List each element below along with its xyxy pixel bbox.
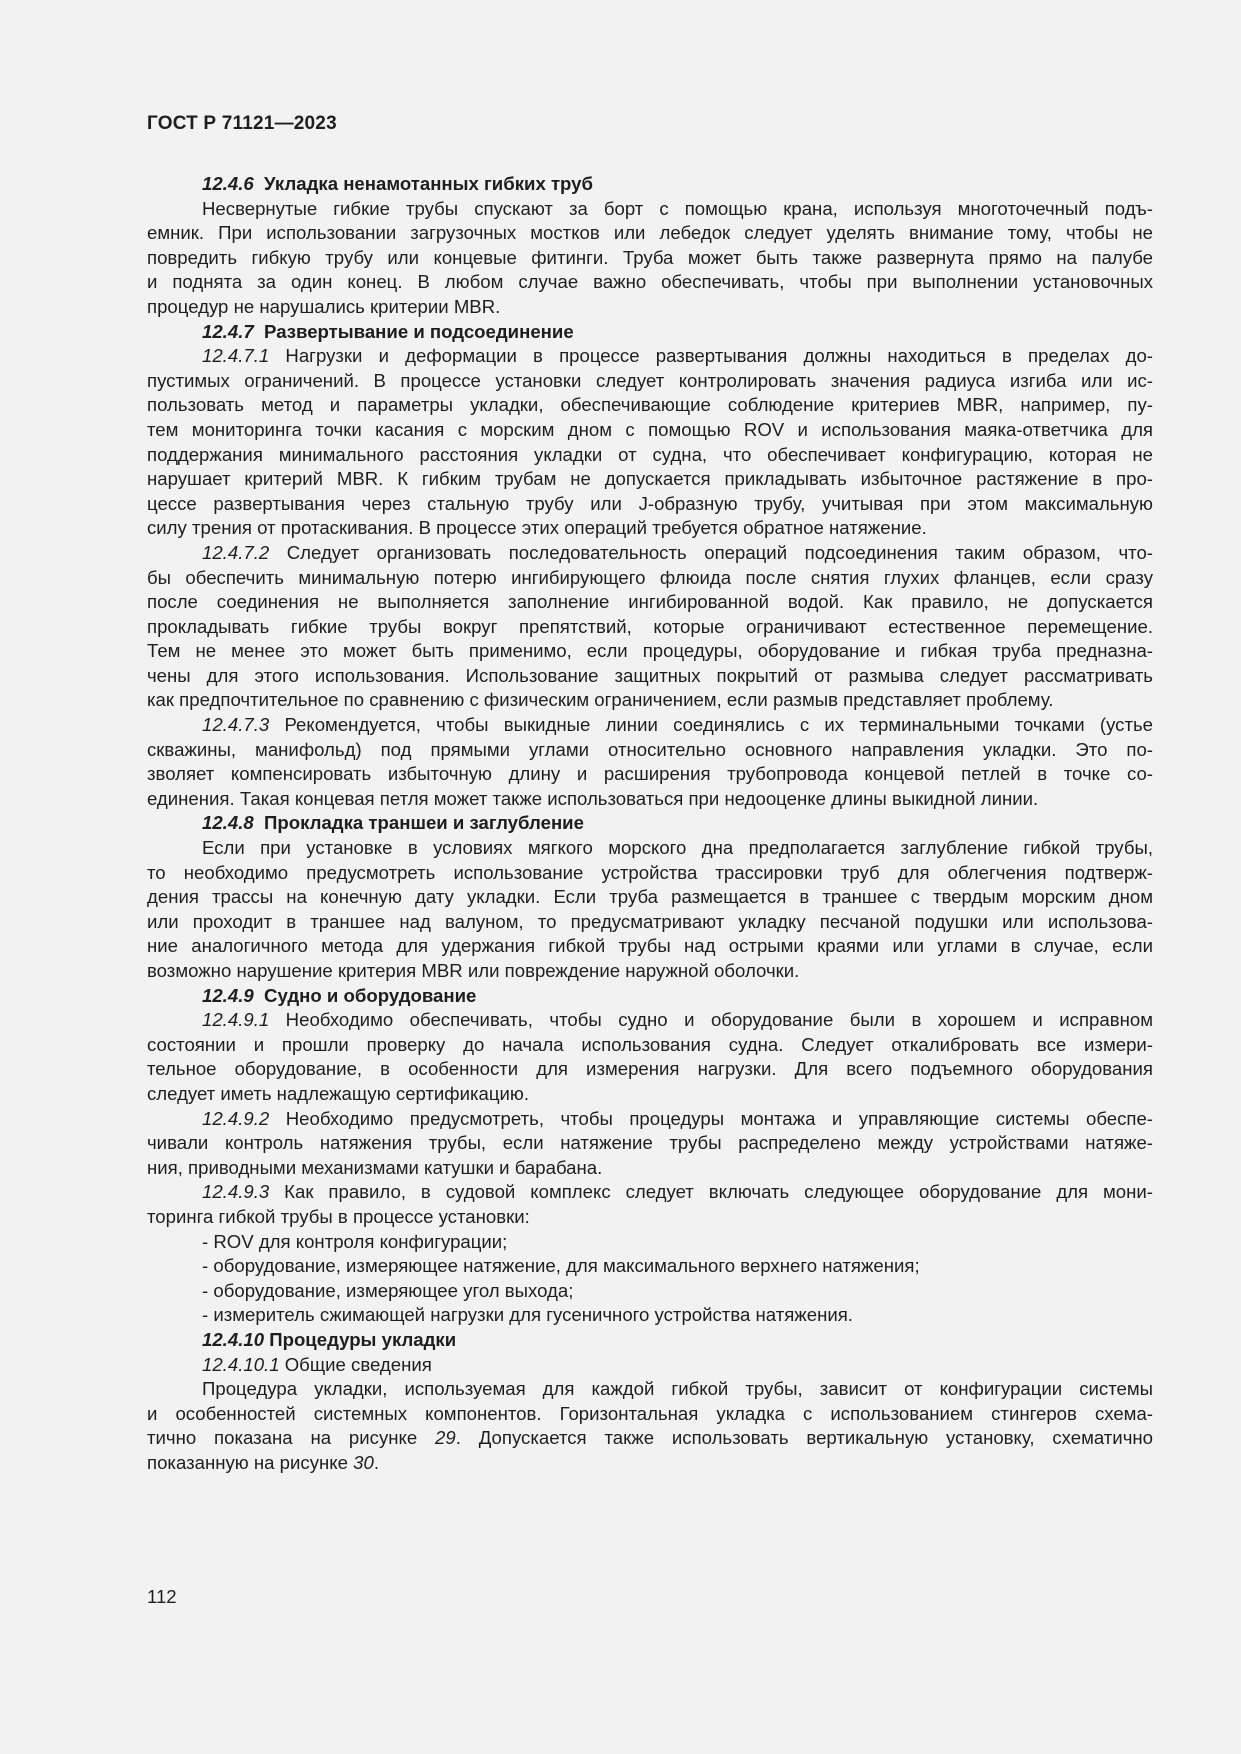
section-title: Судно и оборудование <box>264 984 477 1006</box>
page-number: 112 <box>147 1586 177 1607</box>
clause-number: 12.4.9.2 <box>202 1107 270 1129</box>
paragraph-line <box>147 1180 1153 1205</box>
paragraph-line: скважины, манифольд) под прямыми углами относительно основного направления укладки. Это по- <box>147 738 1153 760</box>
clause-number: 12.4.7.3 <box>202 714 270 736</box>
document-body <box>147 172 1153 1475</box>
clause-number: 12.4.9.3 <box>202 1181 270 1203</box>
paragraph-line <box>147 713 1153 738</box>
list-item: - оборудование, измеряющее натяжение, для максимального верхнего натяжения; <box>202 1255 920 1277</box>
clause-number: 12.4.7.1 <box>202 345 270 367</box>
section-heading-12-4-10 <box>147 1328 1153 1353</box>
paragraph-line: ние аналогичного метода для удержания гибкой трубы над острыми краями или углами в случае, если <box>147 935 1153 957</box>
paragraph-line: Если при установке в условиях мягкого морского дна предполагается заглубление гибкой трубы, <box>202 837 1153 859</box>
paragraph-line <box>147 541 1153 566</box>
paragraph-line: Процедура укладки, используемая для каждой гибкой трубы, зависит от конфигурации системы <box>202 1378 1153 1400</box>
paragraph-line: пользовать метод и параметры укладки, обеспечивающие соблюдение критериев MBR, например, пу- <box>147 394 1153 416</box>
paragraph-line: то необходимо предусмотреть использование устройства трассировки труб для облегчения подтверж- <box>147 861 1153 883</box>
section-number: 12.4.7 <box>202 320 254 342</box>
paragraph-line: после соединения не выполняется заполнение ингибированной водой. Как правило, не допускается <box>147 591 1153 613</box>
section-heading-12-4-8 <box>147 811 1153 836</box>
paragraph-line: торинга гибкой трубы в процессе установки: <box>147 1205 530 1227</box>
paragraph-line: бы обеспечить минимальную потерю ингибирующего флюида после снятия глухих фланцев, если сразу <box>147 566 1153 588</box>
paragraph-line: следует иметь надлежащую сертификацию. <box>147 1082 530 1104</box>
text-fragment: показанную на рисунке <box>147 1451 354 1473</box>
text-fragment: . Допускается также использовать вертикальную установку, схематично <box>455 1427 1153 1449</box>
paragraph-line: единения. Такая концевая петля может также использоваться при недооценке длины выкидной линии. <box>147 787 1039 809</box>
clause-text: Следует организовать последовательность операций подсоединения таким образом, что- <box>286 541 1153 563</box>
clause-number: 12.4.9.1 <box>202 1009 270 1031</box>
paragraph-line: дения трассы на конечную дату укладки. Если труба размещается в траншее с твердым морским дном <box>147 886 1153 908</box>
list-item: - ROV для контроля конфигурации; <box>202 1230 508 1252</box>
paragraph-line: возможно нарушение критерия MBR или повреждение наружной оболочки. <box>147 960 800 981</box>
paragraph-line: зволяет компенсировать избыточную длину и расширения трубопровода концевой петлей в точке со- <box>147 763 1153 785</box>
paragraph-line: ния, приводными механизмами катушки и барабана. <box>147 1156 603 1178</box>
figure-reference: 30 <box>353 1451 374 1473</box>
clause-text: Как правило, в судовой комплекс следует включать следующее оборудование для мони- <box>284 1181 1153 1203</box>
paragraph-line: поддержания минимального расстояния укладки от судна, что обеспечивает конфигурацию, которая не <box>147 443 1153 465</box>
text-fragment: тично показана на рисунке <box>147 1427 436 1449</box>
paragraph-line: состоянии и прошли проверку до начала использования судна. Следует откалибровать все измери- <box>147 1033 1153 1055</box>
list-item: - измеритель сжимающей нагрузки для гусеничного устройства натяжения. <box>202 1304 853 1326</box>
paragraph-line: процедур не нарушались критерии MBR. <box>147 295 501 317</box>
paragraph-line: повредить гибкую трубу или концевые фитинги. Труба может быть также развернута прямо на палубе <box>147 246 1153 268</box>
paragraph-line: прокладывать гибкие трубы вокруг препятствий, которые ограничивают естественное перемещение. <box>147 615 1153 637</box>
paragraph-line: силу трения от протаскивания. В процессе этих операций требуется обратное натяжение. <box>147 517 927 539</box>
paragraph-line <box>147 344 1153 369</box>
paragraph-line: тельное оборудование, в особенности для измерения нагрузки. Для всего подъемного оборудования <box>147 1058 1153 1080</box>
figure-reference: 29 <box>435 1427 456 1449</box>
paragraph-line: емник. При использовании загрузочных мостков или лебедок следует уделять внимание тому, чтобы не <box>147 222 1153 244</box>
section-title: Укладка ненамотанных гибких труб <box>264 173 593 194</box>
section-title: Прокладка траншеи и заглубление <box>264 812 584 834</box>
clause-title: Общие сведения <box>284 1353 432 1375</box>
clause-text: Необходимо обеспечивать, чтобы судно и оборудование были в хорошем и исправном <box>285 1009 1153 1031</box>
clause-text: Необходимо предусмотреть, чтобы процедуры монтажа и управляющие системы обеспе- <box>285 1107 1153 1129</box>
document-header: ГОСТ Р 71121—2023 <box>147 113 337 134</box>
paragraph-line: Несвернутые гибкие трубы спускают за борт с помощью крана, используя многоточечный подъ- <box>202 197 1153 219</box>
section-number: 12.4.10 <box>202 1328 265 1350</box>
clause-number: 12.4.7.2 <box>202 541 270 563</box>
section-number: 12.4.9 <box>202 984 254 1006</box>
clause-number: 12.4.10.1 <box>202 1353 280 1375</box>
paragraph-line <box>147 1008 1153 1033</box>
paragraph-line: нарушает критерий MBR. К гибким трубам не допускается прикладывать избыточное растяжение в про- <box>147 468 1153 490</box>
subsection-heading-12-4-10-1 <box>147 1353 1153 1378</box>
section-number: 12.4.8 <box>202 812 254 834</box>
paragraph-line: как предпочтительное по сравнению с физическим ограничением, если размыв представляет проблему. <box>147 689 1054 711</box>
list-item: - оборудование, измеряющее угол выхода; <box>202 1279 574 1301</box>
paragraph-line: пустимых ограничений. В процессе установки следует контролировать значения радиуса изгиба или ис- <box>147 369 1153 391</box>
text-fragment: . <box>373 1451 379 1473</box>
paragraph-line: и поднята за один конец. В любом случае важно обеспечивать, чтобы при выполнении установочных <box>147 271 1153 293</box>
clause-text: Нагрузки и деформации в процессе развертывания должны находиться в пределах до- <box>285 345 1153 367</box>
paragraph-line <box>147 1426 1153 1451</box>
section-heading-12-4-9 <box>147 984 1153 1009</box>
section-title: Процедуры укладки <box>269 1328 457 1350</box>
paragraph-line: и особенностей системных компонентов. Горизонтальная укладка с использованием стингеров схема- <box>147 1402 1153 1424</box>
section-number: 12.4.6 <box>202 173 254 194</box>
paragraph-line: тем мониторинга точки касания с морским дном с помощью ROV и использования маяка-ответчика для <box>147 418 1153 440</box>
paragraph-line: Тем не менее это может быть применимо, если процедуры, оборудование и гибкая труба предназна- <box>147 640 1153 662</box>
paragraph-line: чены для этого использования. Использование защитных покрытий от размыва следует рассматривать <box>147 664 1153 686</box>
paragraph-line: или проходит в траншее над валуном, то предусматривают укладку песчаной подушки или использова- <box>147 910 1153 932</box>
clause-text: Рекомендуется, чтобы выкидные линии соединялись с их терминальными точками (устье <box>284 714 1153 736</box>
paragraph-line <box>147 1451 1153 1476</box>
section-title: Развертывание и подсоединение <box>264 320 574 342</box>
paragraph-line <box>147 1107 1153 1132</box>
section-heading-12-4-7 <box>147 320 1153 345</box>
section-heading-12-4-6 <box>147 172 1153 197</box>
paragraph-line: чивали контроль натяжения трубы, если натяжение трубы распределено между устройствами натяже- <box>147 1132 1153 1154</box>
paragraph-line: цессе развертывания через стальную трубу или J-образную трубу, учитывая при этом максимальную <box>147 492 1153 514</box>
